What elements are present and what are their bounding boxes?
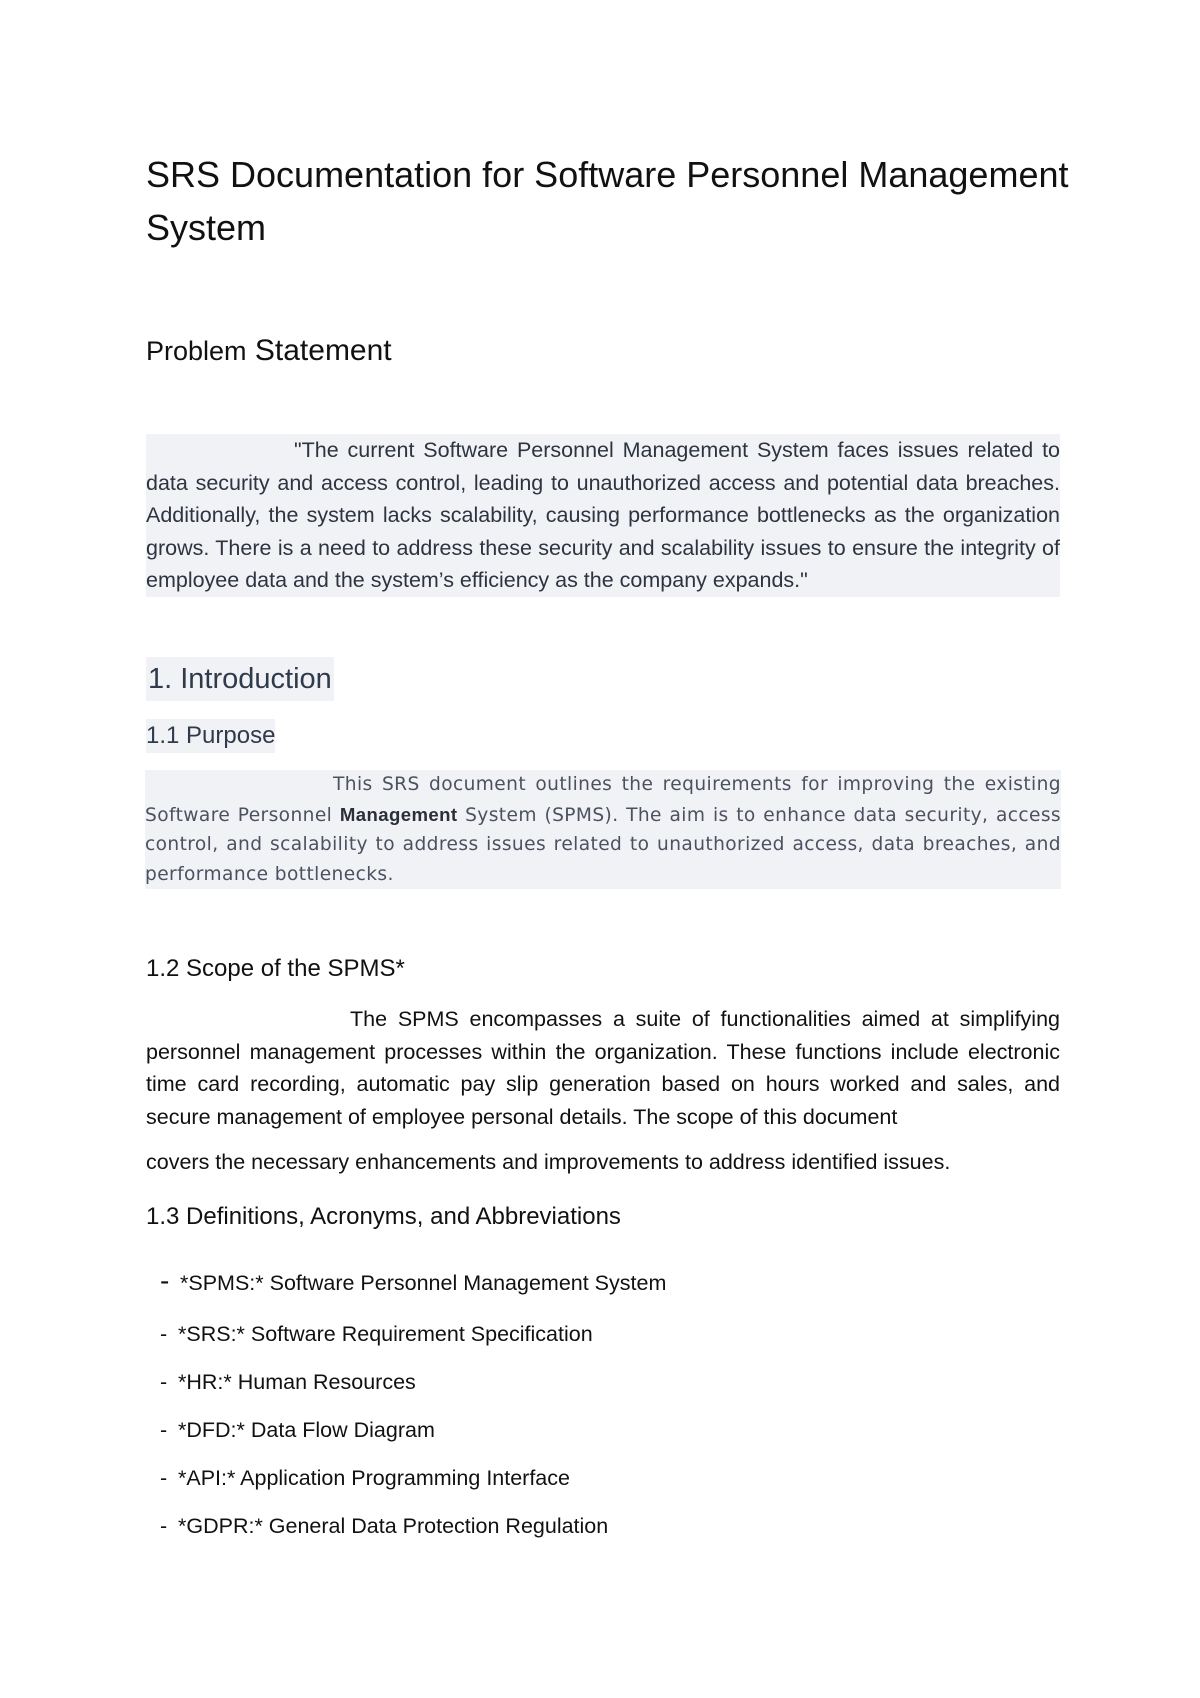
- problem-statement-paragraph: [146, 434, 1060, 597]
- definition-item: - *SPMS:* Software Personnel Management System: [160, 1265, 667, 1296]
- scope-paragraph: [146, 1003, 1060, 1133]
- scope-text: The SPMS encompasses a suite of functionalities aimed at simplifying personnel management processes within the organization. These functions include electronic time card recording, automatic pay slip generation based on hours worked and sales, and secure management of employee personal details. The scope of this document: [146, 1007, 1060, 1129]
- scope-heading: 1.2 Scope of the SPMS*: [146, 955, 405, 982]
- scope-last-line: covers the necessary enhancements and improvements to address identified issues.: [146, 1150, 951, 1174]
- purpose-heading: 1.1 Purpose: [146, 719, 275, 753]
- definition-item: - *GDPR:* General Data Protection Regulation: [160, 1514, 609, 1538]
- document-title: SRS Documentation for Software Personnel Management System: [146, 154, 1069, 248]
- definitions-heading: 1.3 Definitions, Acronyms, and Abbreviations: [146, 1203, 621, 1230]
- definition-item: - *SRS:* Software Requirement Specification: [160, 1322, 593, 1346]
- definition-item: - *API:* Application Programming Interface: [160, 1466, 570, 1490]
- problem-statement-heading: [146, 331, 392, 371]
- problem-statement-text: "The current Software Personnel Management System faces issues related to data security and access control, leading to unauthorized access and potential data breaches. Additionally, the system lacks scalability, causing performance bottlenecks as the organization grows. There is a need to address these security and scalability issues to ensure the integrity of employee data and the system’s efficiency as the company expands.": [146, 438, 1060, 592]
- purpose-paragraph: [145, 770, 1061, 889]
- problem-heading-part2: Statement: [254, 334, 392, 367]
- purpose-text-before: This SRS document outlines the requirements for improving the existing Software Personnel: [145, 774, 1061, 826]
- purpose-bold-word: Management: [339, 803, 458, 825]
- introduction-heading: 1. Introduction: [146, 657, 334, 701]
- definition-item: - *HR:* Human Resources: [160, 1370, 416, 1394]
- definition-item: - *DFD:* Data Flow Diagram: [160, 1418, 435, 1442]
- problem-heading-part1: Problem: [146, 336, 247, 366]
- purpose-text-after: System (SPMS). The aim is to enhance data security, access control, and scalability to address issues related to unauthorized access, data breaches, and performance bottlenecks.: [145, 804, 1062, 885]
